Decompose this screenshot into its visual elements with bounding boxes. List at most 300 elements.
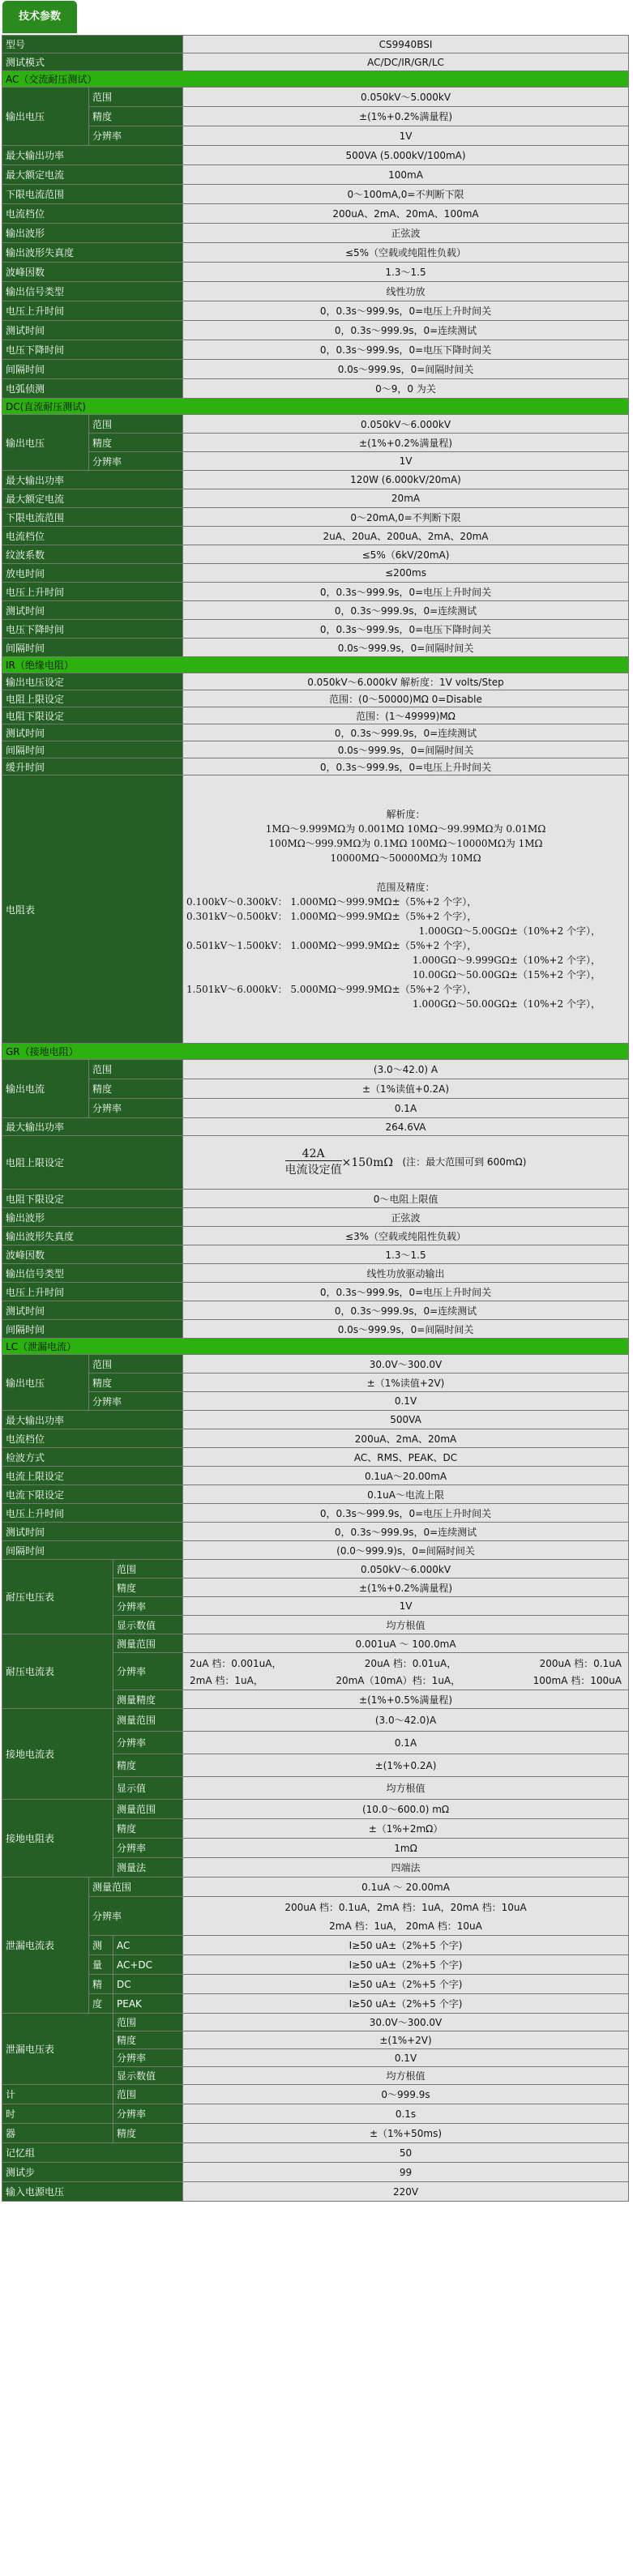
value-cell: 0.001uA ～ 100.0mA [183,1634,629,1653]
table-row [2,1936,629,1955]
table-row [2,639,629,657]
value-cell: ±（1%读值+0.2A) [183,1079,629,1099]
label-cell: 型号 [2,36,183,53]
section-header: GR（接地电阻） [2,1044,629,1060]
table-row [2,1301,629,1320]
resistance-spec-line: 1MΩ～9.999MΩ为 0.001MΩ 10MΩ～99.99MΩ为 0.01MΩ [265,823,546,835]
value-cell: 0，0.3s～999.9s，0=电压上升时间关 [183,758,629,775]
table-row [2,1560,629,1578]
resistance-spec-line: 1.000GΩ～5.00GΩ±（10%+2 个字）， [418,925,601,937]
sub-label: 测量范围 [89,1878,183,1897]
label-cell: 最大输出功率 [2,146,183,165]
value-cell: 0，0.3s～999.9s，0=连续测试 [183,601,629,620]
sub-label: 分辨率 [89,126,183,146]
table-row [2,1060,629,1079]
value-cell: 1V [183,452,629,471]
label-cell: 电流档位 [2,1429,183,1448]
table-row [2,415,629,434]
label-cell: 记忆组 [2,2143,183,2163]
value-cell: 100mA [183,165,629,185]
table-row [2,1079,629,1099]
value-cell: I≥50 uA±（2%+5 个字) [183,1975,629,1994]
sub-label: 测量精度 [113,1690,183,1709]
value-cell: 范围：(0～50000)MΩ 0=Disable [183,690,629,707]
section-header: LC（泄漏电流） [2,1339,629,1355]
resolution-item: 20uA 档：0.01uA， [364,1657,457,1669]
value-cell: 0，0.3s～999.9s，0=电压下降时间关 [183,620,629,639]
sub-label: 精度 [89,1373,183,1392]
label-cell: 电流下限设定 [2,1485,183,1504]
value-cell: I≥50 uA±（2%+5 个字) [183,1994,629,2014]
table-row [2,657,629,673]
value-cell: 200uA、2mA、20mA [183,1429,629,1448]
table-row [2,673,629,690]
value-cell: 0.050kV～6.000kV 解析度：1V volts/Step [183,673,629,690]
tab-technical-params[interactable]: 技术参数 [2,1,77,33]
value-cell: 264.6VA [183,1118,629,1136]
label-cell: 输出波形失真度 [2,1227,183,1245]
table-row [2,1136,629,1190]
label-cell: 最大输出功率 [2,471,183,489]
table-row [2,88,629,107]
sub-label: 精度 [113,2124,183,2143]
sub-label: 范围 [113,1560,183,1578]
resolution-item: 100mA 档：100uA [532,1674,622,1686]
label-cell: 测试时间 [2,1523,183,1541]
table-row [2,321,629,340]
table-row [2,1411,629,1429]
table-row [2,1283,629,1301]
table-row [2,1355,629,1373]
value-cell: 200uA、2mA、20mA、100mA [183,204,629,224]
sub-label: DC [113,1975,183,1994]
sub-label: 精 [89,1975,113,1994]
value-cell: 0.1uA ～ 20.00mA [183,1878,629,1897]
value-cell: 范围：(1～49999)MΩ [183,707,629,724]
sub-label: 分辨率 [113,1732,183,1754]
group-label: 泄漏电压表 [2,2014,113,2085]
value-cell: 0.0s～999.9s，0=间隔时间关 [183,360,629,379]
value-cell: 0，0.3s～999.9s，0=电压上升时间关 [183,1283,629,1301]
table-row [2,165,629,185]
sub-label: 显示数值 [113,1616,183,1634]
resolution-line [186,1655,625,1672]
resistance-spec-line: 解析度： [386,809,426,820]
table-row [2,775,629,1044]
table-row [2,2124,629,2143]
value-cell: (0.0～999.9)s，0=间隔时间关 [183,1541,629,1560]
table-row [2,185,629,204]
value-cell: ±（1%+50ms) [183,2124,629,2143]
table-row [2,545,629,564]
resolution-item: 2uA 档：0.001uA， [190,1657,282,1669]
sub-label: 精度 [89,1079,183,1099]
sub-label: 范围 [89,1060,183,1079]
table-row [2,452,629,471]
resistance-spec-line: 0.501kV～1.500kV： 1.000MΩ～999.9MΩ±（5%+2 个字）， [186,940,477,951]
resistance-spec-line: 10000MΩ～50000MΩ为 10MΩ [330,852,481,864]
value-cell: 0～9，0 为关 [183,379,629,399]
table-row [2,471,629,489]
resistance-spec-line [186,865,625,880]
group-label: 时 [2,2104,113,2124]
resolution-item: 20mA（10mA）档：1uA， [336,1674,461,1686]
sub-label: 度 [89,1994,113,2014]
value-cell: 1.3～1.5 [183,263,629,282]
sub-label: 精度 [113,1754,183,1777]
value-cell: 0.050kV～5.000kV [183,88,629,107]
group-label: 输出电流 [2,1060,89,1118]
formula-numerator: 42A [285,1147,342,1161]
label-cell: 电压上升时间 [2,1504,183,1523]
label-cell: 电压上升时间 [2,301,183,321]
table-row [2,2014,629,2031]
table-row [2,204,629,224]
label-cell: 输出信号类型 [2,1264,183,1283]
value-cell: 均方根值 [183,2067,629,2085]
table-row [2,1190,629,1208]
table-row [2,360,629,379]
table-row [2,1118,629,1136]
value-cell: 1V [183,1597,629,1616]
label-cell: 测试时间 [2,321,183,340]
resistance-spec-line: 0.301kV～0.500kV： 1.000MΩ～999.9MΩ±（5%+2 个字）， [186,911,477,922]
label-cell: 间隔时间 [2,741,183,758]
sub-label: 测量范围 [113,1634,183,1653]
table-row [2,1392,629,1411]
table-row [2,282,629,301]
label-cell: 电阻上限设定 [2,1136,183,1190]
label-cell: 电压上升时间 [2,583,183,601]
resolution-cell [183,1653,629,1690]
value-cell: 0，0.3s～999.9s，0=连续测试 [183,1523,629,1541]
table-row [2,1429,629,1448]
sub-label: PEAK [113,1994,183,2014]
table-row [2,1800,629,1819]
value-cell: (10.0～600.0) mΩ [183,1800,629,1819]
value-cell: 30.0V～300.0V [183,2014,629,2031]
label-cell: 缓升时间 [2,758,183,775]
formula-cell [183,1136,629,1190]
value-cell: 1V [183,126,629,146]
resolution-item: 200uA 档：0.1uA [539,1657,622,1669]
value-cell: 0.1A [183,1099,629,1118]
table-row [2,263,629,282]
value-cell: 500VA [183,1411,629,1429]
table-row [2,399,629,415]
label-cell: 电流档位 [2,527,183,545]
value-cell: 线性功放驱动输出 [183,1264,629,1283]
sub-label: AC [113,1936,183,1955]
formula [285,1147,342,1177]
table-row [2,707,629,724]
table-row [2,1634,629,1653]
sub-label: 分辨率 [113,2049,183,2067]
label-cell: 输出电压设定 [2,673,183,690]
table-row [2,2163,629,2182]
resistance-spec-line: 1.000GΩ～9.999GΩ±（10%+2 个字）， [413,955,601,966]
value-cell: 0～20mA,0=不判断下限 [183,508,629,527]
label-cell: 电弧侦测 [2,379,183,399]
label-cell: 输出信号类型 [2,282,183,301]
table-row [2,71,629,88]
value-cell: 四端法 [183,1858,629,1878]
value-cell: 50 [183,2143,629,2163]
table-row [2,146,629,165]
table-row [2,1709,629,1732]
value-cell: 均方根值 [183,1616,629,1634]
label-cell: 测试时间 [2,1301,183,1320]
table-row [2,1245,629,1264]
sub-label: 显示数值 [113,2067,183,2085]
value-cell: 0，0.3s～999.9s，0=连续测试 [183,321,629,340]
label-cell: 测试时间 [2,601,183,620]
table-row [2,1523,629,1541]
label-cell: 间隔时间 [2,1320,183,1339]
table-row [2,741,629,758]
table-row [2,1541,629,1560]
value-cell: 0，0.3s～999.9s，0=电压上升时间关 [183,1504,629,1523]
sub-label: 分辨率 [113,1597,183,1616]
value-cell: 0，0.3s～999.9s，0=电压上升时间关 [183,301,629,321]
table-row [2,2104,629,2124]
table-row [2,36,629,53]
label-cell: 电阻下限设定 [2,1190,183,1208]
sub-label: 范围 [89,1355,183,1373]
label-cell: 最大额定电流 [2,165,183,185]
value-cell: 正弦波 [183,1208,629,1227]
value-cell: 0，0.3s～999.9s，0=连续测试 [183,1301,629,1320]
table-row [2,1467,629,1485]
sub-label: 分辨率 [89,1897,183,1936]
value-cell: 1.3～1.5 [183,1245,629,1264]
resistance-spec-line: 10.00GΩ～50.00GΩ±（15%+2 个字）， [413,969,601,980]
sub-label: 分辨率 [89,1099,183,1118]
formula-multiplier: ×150mΩ [341,1156,393,1169]
resistance-spec [183,775,629,1044]
label-cell: 下限电流范围 [2,185,183,204]
table-row [2,340,629,360]
table-row [2,2085,629,2104]
value-cell: ±(1%+0.2%满量程) [183,434,629,452]
table-row [2,1955,629,1975]
label-cell: 电流上限设定 [2,1467,183,1485]
table-row [2,1373,629,1392]
table-row [2,724,629,741]
group-label: 输出电压 [2,88,89,146]
label-cell: 波峰因数 [2,1245,183,1264]
table-row [2,1339,629,1355]
table-row [2,583,629,601]
label-cell: 最大输出功率 [2,1411,183,1429]
group-label: 接地电阻表 [2,1800,113,1878]
value-cell: 0.0s～999.9s，0=间隔时间关 [183,741,629,758]
resolution-line: 2mA 档：1uA， 20mA 档：10uA [329,1920,482,1932]
table-row [2,2182,629,2202]
sub-label: 显示值 [113,1777,183,1800]
value-cell: 0.1s [183,2104,629,2124]
table-row [2,508,629,527]
resistance-spec-line: 0.100kV～0.300kV： 1.000MΩ～999.9MΩ±（5%+2 个字）， [186,896,477,908]
value-cell: 0.1uA～电流上限 [183,1485,629,1504]
sub-label: 精度 [113,1819,183,1839]
sub-label: 测量法 [113,1858,183,1878]
label-cell: 最大输出功率 [2,1118,183,1136]
table-row [2,758,629,775]
group-label: 器 [2,2124,113,2143]
sub-label: 分辨率 [113,1653,183,1690]
value-cell: 1mΩ [183,1839,629,1858]
resolution-item: 2mA 档：1uA， [190,1674,263,1686]
table-row [2,301,629,321]
value-cell: 0～电阻上限值 [183,1190,629,1208]
group-label: 泄漏电流表 [2,1878,89,2014]
table-row [2,1994,629,2014]
label-cell: 电阻上限设定 [2,690,183,707]
sub-label: 分辨率 [89,1392,183,1411]
table-row [2,1504,629,1523]
value-cell: AC、RMS、PEAK、DC [183,1448,629,1467]
spec-table [2,35,629,2202]
value-cell: 220V [183,2182,629,2202]
sub-label: 分辨率 [113,1839,183,1858]
label-cell: 电压上升时间 [2,1283,183,1301]
resolution-line [186,1672,625,1689]
label-cell: 输出波形失真度 [2,243,183,263]
table-row [2,564,629,583]
table-row [2,1227,629,1245]
value-cell: 线性功放 [183,282,629,301]
label-cell: 输入电源电压 [2,2182,183,2202]
table-row [2,1897,629,1936]
value-cell: ≤200ms [183,564,629,583]
table-row [2,1448,629,1467]
sub-label: 范围 [89,88,183,107]
table-row [2,224,629,243]
resistance-spec-line: 1.501kV～6.000kV： 5.000MΩ～999.9MΩ±（5%+2 个字）， [186,984,477,995]
table-row [2,690,629,707]
table-row [2,107,629,126]
label-cell: 间隔时间 [2,360,183,379]
label-cell: 下限电流范围 [2,508,183,527]
label-cell: 波峰因数 [2,263,183,282]
group-label: 接地电流表 [2,1709,113,1800]
sub-label: 测 [89,1936,113,1955]
value-cell: 0.0s～999.9s，0=间隔时间关 [183,1320,629,1339]
sub-label: 测量范围 [113,1800,183,1819]
label-cell: 检波方式 [2,1448,183,1467]
table-row [2,601,629,620]
value-cell: 0.1uA～20.00mA [183,1467,629,1485]
value-cell: 0～100mA,0=不判断下限 [183,185,629,204]
value-cell: 0～999.9s [183,2085,629,2104]
label-cell: 测试模式 [2,53,183,71]
value-cell: I≥50 uA±（2%+5 个字) [183,1955,629,1975]
sub-label: 精度 [113,1578,183,1597]
table-row [2,1208,629,1227]
value-cell: ±(1%+0.2A) [183,1754,629,1777]
value-cell: ±（1%+2mΩ） [183,1819,629,1839]
sub-label: 范围 [89,415,183,434]
value-cell: ≤5%（6kV/20mA) [183,545,629,564]
group-label: 输出电压 [2,415,89,471]
sub-label: 精度 [89,107,183,126]
sub-label: AC+DC [113,1955,183,1975]
resolution-cell [183,1897,629,1936]
table-row [2,1044,629,1060]
group-label: 输出电压 [2,1355,89,1411]
sub-label: 精度 [113,2031,183,2049]
value-cell: ≤3%（空载或纯阻性负载） [183,1227,629,1245]
value-cell: 500VA (5.000kV/100mA) [183,146,629,165]
table-row [2,2143,629,2163]
value-cell: 99 [183,2163,629,2182]
sub-label: 范围 [113,2085,183,2104]
value-cell: 0，0.3s～999.9s，0=电压下降时间关 [183,340,629,360]
value-cell: ≤5%（空载或纯阻性负载） [183,243,629,263]
section-header: DC(直流耐压测试) [2,399,629,415]
value-cell: 均方根值 [183,1777,629,1800]
label-cell: 输出波形 [2,224,183,243]
formula-denominator: 电流设定值 [284,1164,342,1177]
value-cell: ±(1%+0.2%满量程) [183,107,629,126]
label-cell: 纹波系数 [2,545,183,564]
value-cell: 20mA [183,489,629,508]
table-row [2,1485,629,1504]
label-cell: 测试时间 [2,724,183,741]
formula-note: (注：最大范围可到 600mΩ) [402,1156,527,1168]
table-row [2,1878,629,1897]
table-row [2,527,629,545]
sub-label: 分辨率 [113,2104,183,2124]
group-label: 耐压电流表 [2,1634,113,1709]
value-cell: 0.050kV～6.000kV [183,415,629,434]
value-cell: 0.050kV～6.000kV [183,1560,629,1578]
label-cell: 电阻表 [2,775,183,1044]
table-row [2,379,629,399]
value-cell: 30.0V～300.0V [183,1355,629,1373]
value-cell: 0.1V [183,1392,629,1411]
table-row [2,53,629,71]
label-cell: 放电时间 [2,564,183,583]
section-header: AC（交流耐压测试） [2,71,629,88]
resistance-spec-line: 100MΩ～999.9MΩ为 0.1MΩ 100MΩ～10000MΩ为 1MΩ [268,838,543,849]
value-cell: 0.1V [183,2049,629,2067]
value-cell: 0.1A [183,1732,629,1754]
table-row [2,126,629,146]
value-cell: ±(1%+2V) [183,2031,629,2049]
table-row [2,434,629,452]
label-cell: 电压下降时间 [2,340,183,360]
value-cell: 120W (6.000kV/20mA) [183,471,629,489]
table-row [2,1975,629,1994]
table-row [2,620,629,639]
table-row [2,1099,629,1118]
table-row [2,1264,629,1283]
value-cell: 0，0.3s～999.9s，0=电压上升时间关 [183,583,629,601]
section-header: IR（绝缘电阻） [2,657,629,673]
group-label: 计 [2,2085,113,2104]
value-cell: (3.0～42.0)A [183,1709,629,1732]
sub-label: 测量范围 [113,1709,183,1732]
value-cell: (3.0～42.0) A [183,1060,629,1079]
table-row [2,1320,629,1339]
label-cell: 电压下降时间 [2,620,183,639]
label-cell: 电阻下限设定 [2,707,183,724]
value-cell: I≥50 uA±（2%+5 个字) [183,1936,629,1955]
table-row [2,489,629,508]
resolution-line: 200uA 档：0.1uA，2mA 档：1uA，20mA 档：10uA [284,1901,527,1913]
